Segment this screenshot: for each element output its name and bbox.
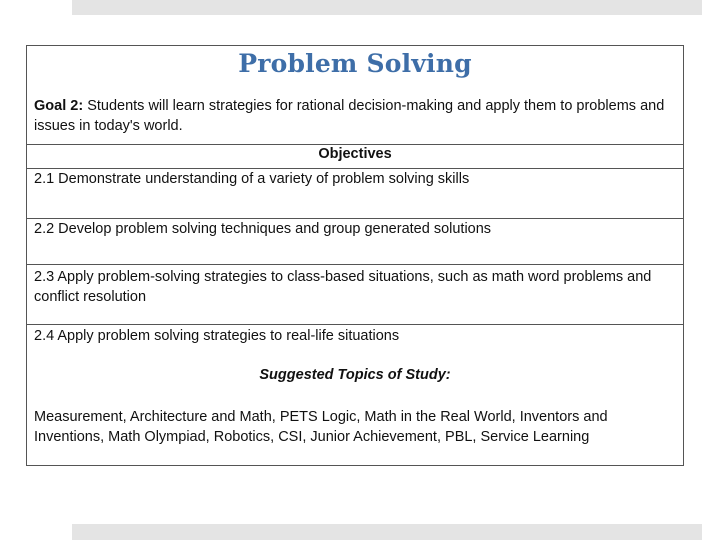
goal-label: Goal 2: bbox=[34, 98, 84, 114]
topics-heading: Suggested Topics of Study: bbox=[259, 367, 451, 383]
row-divider bbox=[27, 324, 683, 325]
row-divider bbox=[27, 144, 683, 145]
goal-statement bbox=[34, 96, 673, 136]
objectives-heading: Objectives bbox=[318, 146, 392, 162]
page-title: Problem Solving bbox=[238, 49, 472, 78]
document-table bbox=[26, 45, 684, 466]
objective-item: 2.3 Apply problem-solving strategies to class-based situations, such as math word problems and conflict resolution bbox=[34, 269, 652, 305]
objective-item: 2.2 Develop problem solving techniques and group generated solutions bbox=[34, 221, 492, 237]
objective-item: 2.1 Demonstrate understanding of a variety of problem solving skills bbox=[34, 171, 470, 187]
row-divider bbox=[27, 264, 683, 265]
bottom-decor-bar bbox=[72, 524, 702, 540]
top-decor-bar bbox=[72, 0, 702, 15]
objective-item: 2.4 Apply problem solving strategies to real-life situations bbox=[34, 328, 400, 344]
goal-text: Students will learn strategies for rational decision-making and apply them to problems and issues in today's world. bbox=[34, 98, 665, 134]
topics-list: Measurement, Architecture and Math, PETS Logic, Math in the Real World, Inventors and Inventions, Math Olympiad, Robotics, CSI, Junior Achievement, PBL, Service Learning bbox=[34, 409, 608, 445]
